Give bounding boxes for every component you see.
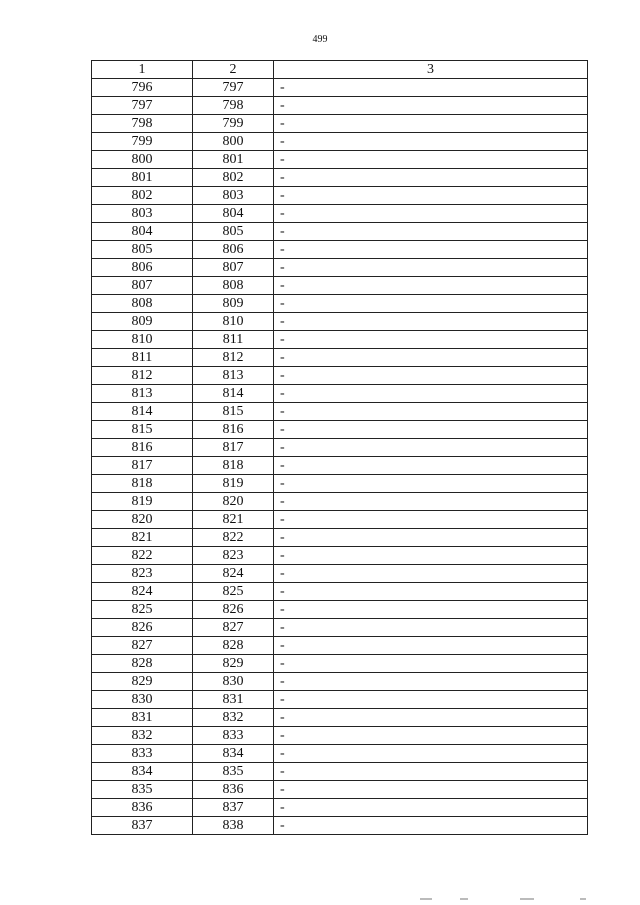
table-cell-col-1: 820 bbox=[92, 511, 193, 529]
table-cell-col-3: - bbox=[274, 511, 588, 529]
table-cell-col-1: 800 bbox=[92, 151, 193, 169]
table-row bbox=[92, 511, 588, 529]
table-cell-col-1: 819 bbox=[92, 493, 193, 511]
table-cell-col-1: 830 bbox=[92, 691, 193, 709]
table-row bbox=[92, 655, 588, 673]
table-cell-col-3: - bbox=[274, 619, 588, 637]
table-cell-col-1: 797 bbox=[92, 97, 193, 115]
table-row bbox=[92, 547, 588, 565]
table-cell-col-1: 831 bbox=[92, 709, 193, 727]
table-cell-col-1: 796 bbox=[92, 79, 193, 97]
table-row bbox=[92, 637, 588, 655]
table-cell-col-2: 802 bbox=[193, 169, 274, 187]
table-cell-col-3: - bbox=[274, 709, 588, 727]
table-row bbox=[92, 601, 588, 619]
table-cell-col-2: 804 bbox=[193, 205, 274, 223]
table-cell-col-2: 822 bbox=[193, 529, 274, 547]
table-cell-col-2: 835 bbox=[193, 763, 274, 781]
table-cell-col-1: 827 bbox=[92, 637, 193, 655]
table-cell-col-2: 806 bbox=[193, 241, 274, 259]
table-cell-col-2: 838 bbox=[193, 817, 274, 835]
table-cell-col-2: 817 bbox=[193, 439, 274, 457]
table-cell-col-3: - bbox=[274, 169, 588, 187]
table-cell-col-2: 826 bbox=[193, 601, 274, 619]
table-row bbox=[92, 79, 588, 97]
table-row bbox=[92, 277, 588, 295]
table-cell-col-3: - bbox=[274, 313, 588, 331]
table-row bbox=[92, 295, 588, 313]
table-cell-col-3: - bbox=[274, 79, 588, 97]
column-header-1: 1 bbox=[92, 61, 193, 79]
table-row bbox=[92, 763, 588, 781]
table-cell-col-1: 812 bbox=[92, 367, 193, 385]
table-cell-col-1: 802 bbox=[92, 187, 193, 205]
table-cell-col-2: 833 bbox=[193, 727, 274, 745]
table-cell-col-2: 801 bbox=[193, 151, 274, 169]
table-row bbox=[92, 727, 588, 745]
table-cell-col-3: - bbox=[274, 205, 588, 223]
table-cell-col-1: 816 bbox=[92, 439, 193, 457]
table-cell-col-3: - bbox=[274, 223, 588, 241]
table-cell-col-3: - bbox=[274, 187, 588, 205]
table-cell-col-2: 831 bbox=[193, 691, 274, 709]
table-row bbox=[92, 367, 588, 385]
table-row bbox=[92, 169, 588, 187]
table-row bbox=[92, 259, 588, 277]
table-cell-col-1: 821 bbox=[92, 529, 193, 547]
table-cell-col-3: - bbox=[274, 277, 588, 295]
table-row bbox=[92, 745, 588, 763]
table-cell-col-1: 811 bbox=[92, 349, 193, 367]
table-cell-col-1: 806 bbox=[92, 259, 193, 277]
table-row bbox=[92, 151, 588, 169]
table-cell-col-2: 818 bbox=[193, 457, 274, 475]
table-cell-col-1: 805 bbox=[92, 241, 193, 259]
table-row bbox=[92, 709, 588, 727]
table-cell-col-1: 822 bbox=[92, 547, 193, 565]
table-row bbox=[92, 493, 588, 511]
table-row bbox=[92, 565, 588, 583]
table-cell-col-1: 815 bbox=[92, 421, 193, 439]
table-row bbox=[92, 97, 588, 115]
table-cell-col-3: - bbox=[274, 97, 588, 115]
table-cell-col-1: 826 bbox=[92, 619, 193, 637]
table-cell-col-1: 828 bbox=[92, 655, 193, 673]
table-cell-col-2: 836 bbox=[193, 781, 274, 799]
table-cell-col-3: - bbox=[274, 439, 588, 457]
table-cell-col-1: 825 bbox=[92, 601, 193, 619]
table-cell-col-3: - bbox=[274, 457, 588, 475]
table-cell-col-2: 810 bbox=[193, 313, 274, 331]
table-cell-col-3: - bbox=[274, 799, 588, 817]
table-cell-col-1: 808 bbox=[92, 295, 193, 313]
table-cell-col-3: - bbox=[274, 241, 588, 259]
table-cell-col-2: 805 bbox=[193, 223, 274, 241]
table-cell-col-1: 835 bbox=[92, 781, 193, 799]
table-cell-col-2: 816 bbox=[193, 421, 274, 439]
table-cell-col-3: - bbox=[274, 493, 588, 511]
table-row bbox=[92, 187, 588, 205]
table-cell-col-3: - bbox=[274, 547, 588, 565]
table-row bbox=[92, 691, 588, 709]
table-cell-col-1: 804 bbox=[92, 223, 193, 241]
table-row bbox=[92, 133, 588, 151]
table-cell-col-2: 824 bbox=[193, 565, 274, 583]
table-cell-col-3: - bbox=[274, 745, 588, 763]
table-row bbox=[92, 529, 588, 547]
table-cell-col-1: 798 bbox=[92, 115, 193, 133]
table-cell-col-2: 807 bbox=[193, 259, 274, 277]
table-cell-col-3: - bbox=[274, 385, 588, 403]
table-cell-col-2: 797 bbox=[193, 79, 274, 97]
table-cell-col-1: 809 bbox=[92, 313, 193, 331]
table-row bbox=[92, 349, 588, 367]
table-cell-col-3: - bbox=[274, 295, 588, 313]
table-cell-col-3: - bbox=[274, 421, 588, 439]
table-row bbox=[92, 817, 588, 835]
table-cell-col-3: - bbox=[274, 367, 588, 385]
table-cell-col-3: - bbox=[274, 673, 588, 691]
table-cell-col-1: 829 bbox=[92, 673, 193, 691]
column-header-3: 3 bbox=[274, 61, 588, 79]
table-cell-col-1: 823 bbox=[92, 565, 193, 583]
table-cell-col-3: - bbox=[274, 151, 588, 169]
table-cell-col-3: - bbox=[274, 115, 588, 133]
table-cell-col-3: - bbox=[274, 637, 588, 655]
table-cell-col-3: - bbox=[274, 583, 588, 601]
table-cell-col-3: - bbox=[274, 349, 588, 367]
table-cell-col-1: 813 bbox=[92, 385, 193, 403]
table-cell-col-3: - bbox=[274, 475, 588, 493]
table-cell-col-2: 812 bbox=[193, 349, 274, 367]
table-cell-col-2: 821 bbox=[193, 511, 274, 529]
table-cell-col-3: - bbox=[274, 403, 588, 421]
page-number: 499 bbox=[312, 34, 328, 45]
table-cell-col-1: 801 bbox=[92, 169, 193, 187]
table-row bbox=[92, 439, 588, 457]
table-cell-col-2: 827 bbox=[193, 619, 274, 637]
table-cell-col-2: 828 bbox=[193, 637, 274, 655]
table-cell-col-2: 832 bbox=[193, 709, 274, 727]
table-cell-col-3: - bbox=[274, 727, 588, 745]
table-cell-col-2: 803 bbox=[193, 187, 274, 205]
table-cell-col-1: 832 bbox=[92, 727, 193, 745]
table-row bbox=[92, 421, 588, 439]
table-cell-col-2: 829 bbox=[193, 655, 274, 673]
table-cell-col-3: - bbox=[274, 817, 588, 835]
table-row bbox=[92, 781, 588, 799]
table-cell-col-3: - bbox=[274, 655, 588, 673]
table-cell-col-1: 834 bbox=[92, 763, 193, 781]
table-cell-col-1: 810 bbox=[92, 331, 193, 349]
table-cell-col-2: 837 bbox=[193, 799, 274, 817]
table-row bbox=[92, 385, 588, 403]
table-cell-col-2: 813 bbox=[193, 367, 274, 385]
table-cell-col-2: 798 bbox=[193, 97, 274, 115]
table-cell-col-3: - bbox=[274, 601, 588, 619]
table-cell-col-2: 834 bbox=[193, 745, 274, 763]
table-cell-col-3: - bbox=[274, 259, 588, 277]
table-cell-col-1: 803 bbox=[92, 205, 193, 223]
table-cell-col-3: - bbox=[274, 331, 588, 349]
table-row bbox=[92, 223, 588, 241]
table-cell-col-2: 799 bbox=[193, 115, 274, 133]
table-cell-col-2: 814 bbox=[193, 385, 274, 403]
table-row bbox=[92, 673, 588, 691]
table-body bbox=[92, 79, 588, 835]
table-row bbox=[92, 799, 588, 817]
table-cell-col-3: - bbox=[274, 781, 588, 799]
table-cell-col-2: 819 bbox=[193, 475, 274, 493]
table-header-row bbox=[92, 61, 588, 79]
table-row bbox=[92, 313, 588, 331]
table-cell-col-3: - bbox=[274, 565, 588, 583]
table-cell-col-3: - bbox=[274, 529, 588, 547]
table-cell-col-2: 808 bbox=[193, 277, 274, 295]
table-cell-col-1: 833 bbox=[92, 745, 193, 763]
data-table bbox=[91, 60, 588, 835]
table-row bbox=[92, 331, 588, 349]
table-cell-col-2: 823 bbox=[193, 547, 274, 565]
table-row bbox=[92, 619, 588, 637]
table-cell-col-3: - bbox=[274, 763, 588, 781]
table-cell-col-1: 807 bbox=[92, 277, 193, 295]
table-cell-col-2: 811 bbox=[193, 331, 274, 349]
table-cell-col-2: 815 bbox=[193, 403, 274, 421]
table-cell-col-2: 820 bbox=[193, 493, 274, 511]
table-cell-col-2: 800 bbox=[193, 133, 274, 151]
table-cell-col-3: - bbox=[274, 133, 588, 151]
table-row bbox=[92, 115, 588, 133]
table-cell-col-1: 814 bbox=[92, 403, 193, 421]
column-header-2: 2 bbox=[193, 61, 274, 79]
table-cell-col-1: 799 bbox=[92, 133, 193, 151]
table-cell-col-1: 837 bbox=[92, 817, 193, 835]
table-row bbox=[92, 205, 588, 223]
table-cell-col-1: 836 bbox=[92, 799, 193, 817]
table-cell-col-3: - bbox=[274, 691, 588, 709]
table-cell-col-2: 830 bbox=[193, 673, 274, 691]
table-row bbox=[92, 457, 588, 475]
table-cell-col-2: 825 bbox=[193, 583, 274, 601]
table-cell-col-1: 817 bbox=[92, 457, 193, 475]
scan-artifact-marks bbox=[420, 898, 620, 904]
table-cell-col-1: 818 bbox=[92, 475, 193, 493]
table-row bbox=[92, 403, 588, 421]
table-cell-col-1: 824 bbox=[92, 583, 193, 601]
table-cell-col-2: 809 bbox=[193, 295, 274, 313]
table-row bbox=[92, 475, 588, 493]
table-row bbox=[92, 241, 588, 259]
table-row bbox=[92, 583, 588, 601]
